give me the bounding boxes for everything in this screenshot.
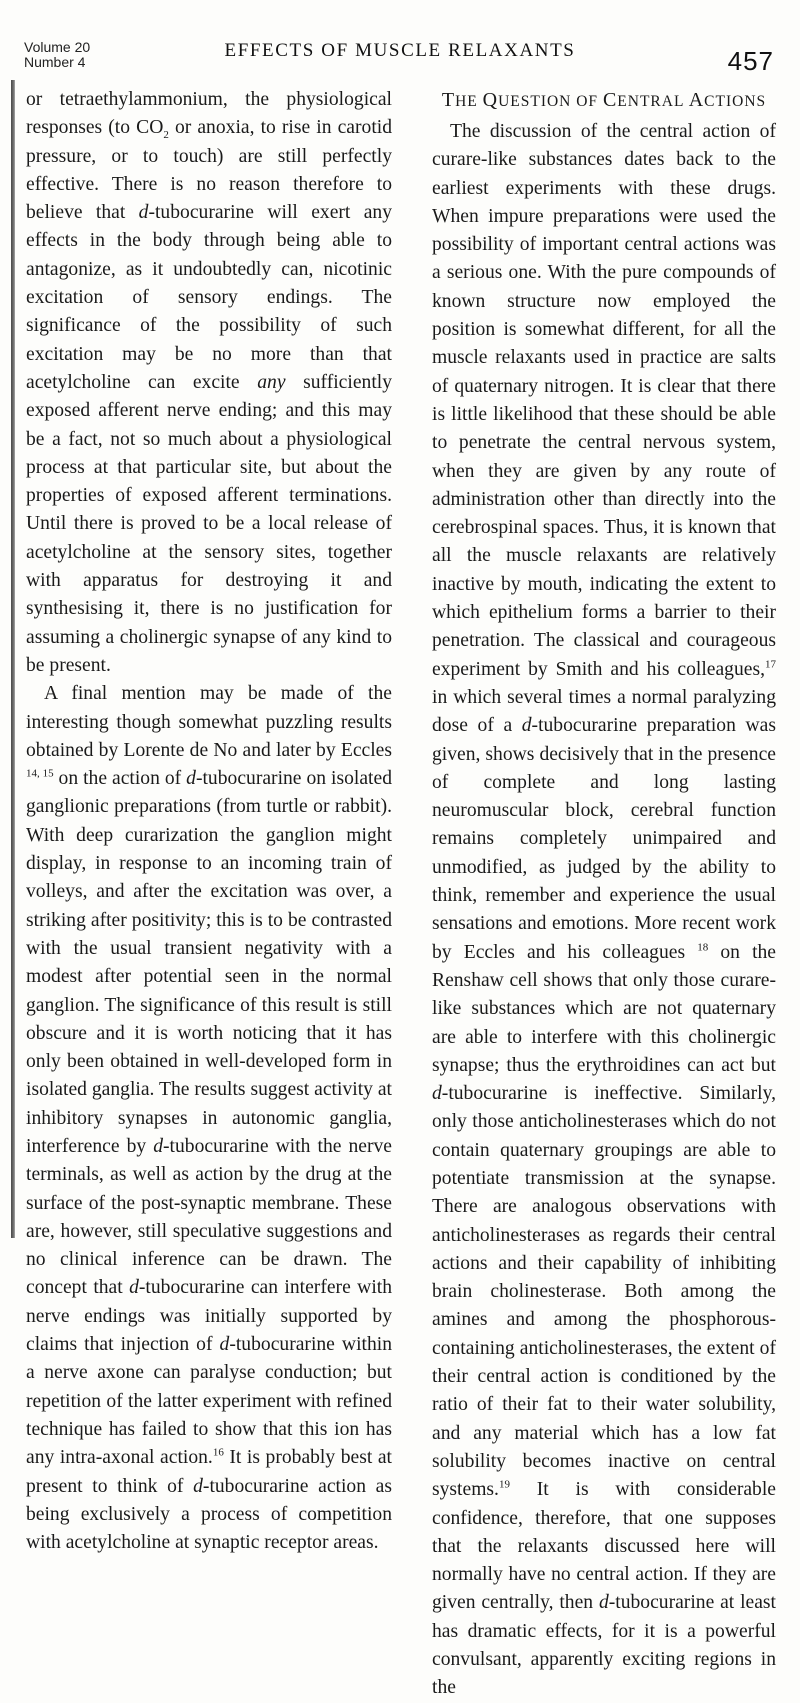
citation: 16 [212, 1446, 224, 1459]
right-column [432, 86, 776, 1703]
page-number: 457 [727, 46, 774, 76]
number-label: Number 4 [24, 54, 86, 70]
left-column [26, 86, 392, 1557]
paragraph: A final mention may be made of the interesting though somewhat puzzling results obtained by Lorente de No and later by Eccles $^{14, 15}$ on the action of d-tubocurarine on isolated ganglionic preparations (from turtle or rabbit). With deep curarization the ganglion might display, in response to an incoming train of volleys, and after the excitation was over, a striking after positivity; this is to be contrasted with the usual transient negativity with a modest after potential seen in the normal ganglion. The significance of this result is still obscure and it is worth noticing that it has only been obtained in well-developed form in isolated ganglia. The results suggest activity at inhibitory synapses in autonomic ganglia, interference by d-tubocurarine with the nerve terminals, as well as action by the drug at the surface of the post-synaptic membrane. These are, however, still speculative suggestions and no clinical inference can be drawn. The concept that d-tubocurarine can interfere with nerve endings was initially supported by claims that injection of d-tubocurarine within a nerve axone can paralyse conduction; but repetition of the latter experiment with refined technique has failed to show that this ion has any intra-axonal action.$^{16}$ It is probably best at present to think of d-tubocurarine action as being exclusively a process of competition with acetylcholine at synaptic receptor areas. [26, 683, 393, 1554]
citation: 19 [498, 1478, 510, 1491]
citation: 17 [765, 658, 776, 671]
paragraph: or tetraethylammonium, the physiological responses (to $CO_2$ or anoxia, to rise in carotid pressure, or to touch) are still perfectly effective. There is no reason therefore to believe that d-tubocurarine will exert any effects in the body through being able to antagonize, as it undoubtedly can, nicotinic excitation of sensory endings. The significance of the possibility of such excitation may be no more than that acetylcholine can excite any sufficiently exposed afferent nerve ending; and this may be a fact, not so much about a physiological process at that particular site, but about the properties of exposed afferent terminations. Until there is proved to be a local release of acetylcholine at the sensory sites, together with apparatus for destroying it and synthesising it, there is no justification for assuming a cholinergic synapse of any kind to be present. [26, 89, 393, 676]
section-heading: THE QUESTION OF CENTRAL ACTIONS [441, 89, 767, 111]
running-header-title: EFFECTS OF MUSCLE RELAXANTS [224, 40, 576, 61]
citation: 14, 15 [26, 767, 54, 780]
citation: 18 [697, 941, 709, 954]
page-binding-edge [11, 80, 15, 1238]
paragraph: The discussion of the central action of curare-like substances dates back to the earliest experiments with these drugs. When impure preparations were used the possibility of important central actions was a serious one. With the pure compounds of known structure now employed the position is somewhat different, for all the muscle relaxants used in practice are salts of quaternary nitrogen. It is clear that there is little likelihood that these should be able to penetrate the central nervous system, when they are given by any route of administration other than directly into the cerebrospinal spaces. Thus, it is known that all the muscle relaxants are relatively inactive by mouth, indicating the extent to which epithelium forms a barrier to their penetration. The classical and courageous experiment by Smith and his colleagues,$^{17}$ in which several times a normal paralyzing dose of a d-tubocurarine preparation was given, shows decisively that in the presence of complete and long lasting neuromuscular block, cerebral function remains completely unimpaired and unmodified, as judged by the ability to think, remember and experience the usual sensations and emotions. More recent work by Eccles and his colleagues $^{18}$ on the Renshaw cell shows that only those curare-like substances which are not quaternary are able to interfere with this cholinergic synapse; thus the erythroidines can act but d-tubocurarine is ineffective. Similarly, only those anticholinesterases which do not contain quaternary groupings are able to potentiate transmission at the synapse. There are analogous observations with anticholinesterases as regards their central actions and their capability of inhibiting brain cholinesterase. Both among the amines and among the phosphorous-containing anticholinesterases, the extent of their central action is conditioned by the ratio of their fat to their water solubility, and any material which has a low fat solubility becomes inactive on central systems.$^{19}$ It is with considerable confidence, therefore, that one supposes that the relaxants discussed here will normally have no central action. If they are given centrally, then d-tubocurarine at least has dramatic effects, for it is a powerful convulsant, apparently exciting regions in the [432, 121, 777, 1699]
volume-label: Volume 20 [24, 39, 91, 55]
